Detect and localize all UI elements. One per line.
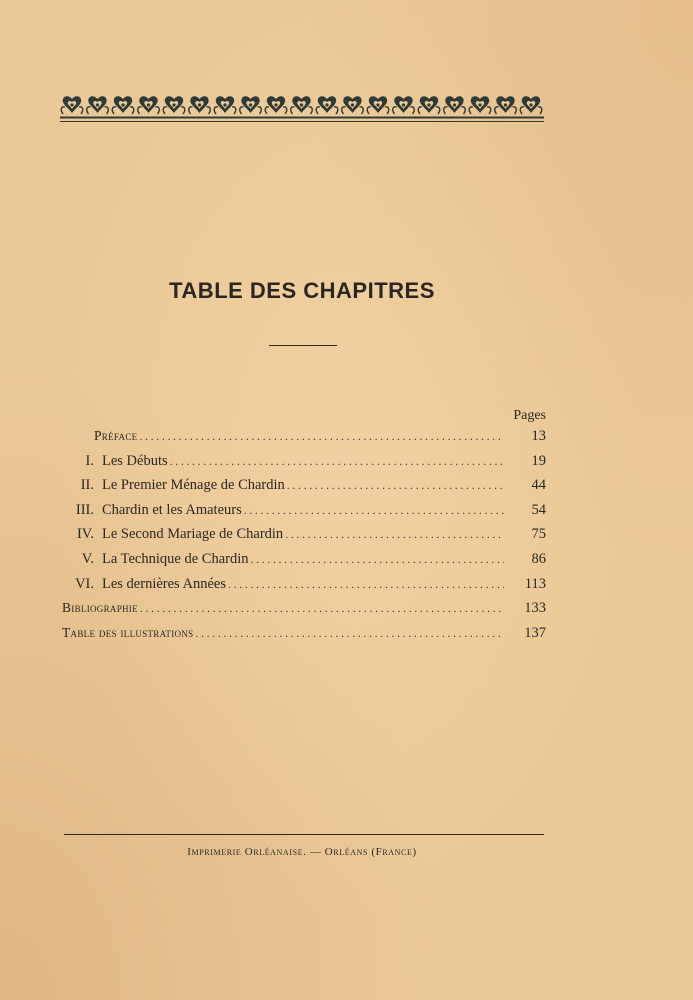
chapter-number: III. bbox=[75, 501, 94, 518]
toc-entry-page: 75 bbox=[531, 526, 546, 543]
dot-leader bbox=[244, 503, 504, 518]
toc-entry[interactable] bbox=[62, 576, 546, 601]
chapter-number: IV. bbox=[76, 526, 94, 543]
toc-entry-page: 44 bbox=[531, 477, 546, 494]
toc-entry[interactable] bbox=[62, 600, 546, 625]
toc-entry-label: Bibliographie bbox=[62, 600, 138, 616]
dot-leader bbox=[251, 552, 505, 567]
pages-column-heading: Pages bbox=[513, 408, 546, 423]
dot-leader bbox=[228, 577, 504, 592]
toc-entry-label: Chardin et les Amateurs bbox=[102, 501, 242, 518]
table-of-contents bbox=[62, 408, 546, 649]
footer-divider bbox=[64, 834, 544, 835]
chapter-number: V. bbox=[81, 550, 94, 567]
chapter-number: VI. bbox=[75, 575, 94, 592]
toc-entry[interactable] bbox=[62, 477, 546, 502]
dot-leader bbox=[140, 601, 504, 616]
toc-entry-page: 54 bbox=[531, 501, 546, 518]
toc-entry-page: 86 bbox=[531, 550, 546, 567]
toc-entry-label: Les Débuts bbox=[102, 452, 168, 469]
toc-entry[interactable] bbox=[62, 428, 546, 453]
page-title: TABLE DES CHAPITRES bbox=[169, 278, 435, 303]
title-divider bbox=[269, 345, 337, 346]
toc-entry-page: 19 bbox=[531, 452, 546, 469]
toc-entry-label: Le Premier Ménage de Chardin bbox=[102, 477, 285, 494]
dot-leader bbox=[287, 478, 504, 493]
chapter-number: II. bbox=[80, 477, 94, 494]
toc-entry-page: 113 bbox=[524, 575, 546, 592]
toc-entry-label: Le Second Mariage de Chardin bbox=[102, 526, 284, 543]
toc-entry[interactable] bbox=[62, 526, 546, 551]
toc-entry-label: La Technique de Chardin bbox=[102, 550, 249, 567]
printer-imprint: Imprimerie Orléanaise. — Orléans (France) bbox=[187, 846, 417, 858]
toc-entry-page: 133 bbox=[524, 600, 546, 617]
toc-entry[interactable] bbox=[62, 453, 546, 478]
toc-entry-label: Les dernières Années bbox=[102, 575, 227, 592]
decorative-border-icon bbox=[60, 92, 544, 124]
toc-entry[interactable] bbox=[62, 502, 546, 527]
toc-entry[interactable] bbox=[62, 625, 546, 650]
chapter-number: I. bbox=[85, 452, 94, 469]
dot-leader bbox=[285, 527, 504, 542]
toc-entry-label: Table des illustrations bbox=[62, 624, 194, 640]
toc-entry-label: Préface bbox=[94, 428, 138, 443]
toc-entry-page: 13 bbox=[531, 428, 546, 444]
toc-entry[interactable] bbox=[62, 551, 546, 576]
dot-leader bbox=[170, 454, 504, 469]
toc-entry-page: 137 bbox=[524, 624, 546, 641]
dot-leader bbox=[139, 429, 504, 444]
dot-leader bbox=[195, 626, 504, 641]
